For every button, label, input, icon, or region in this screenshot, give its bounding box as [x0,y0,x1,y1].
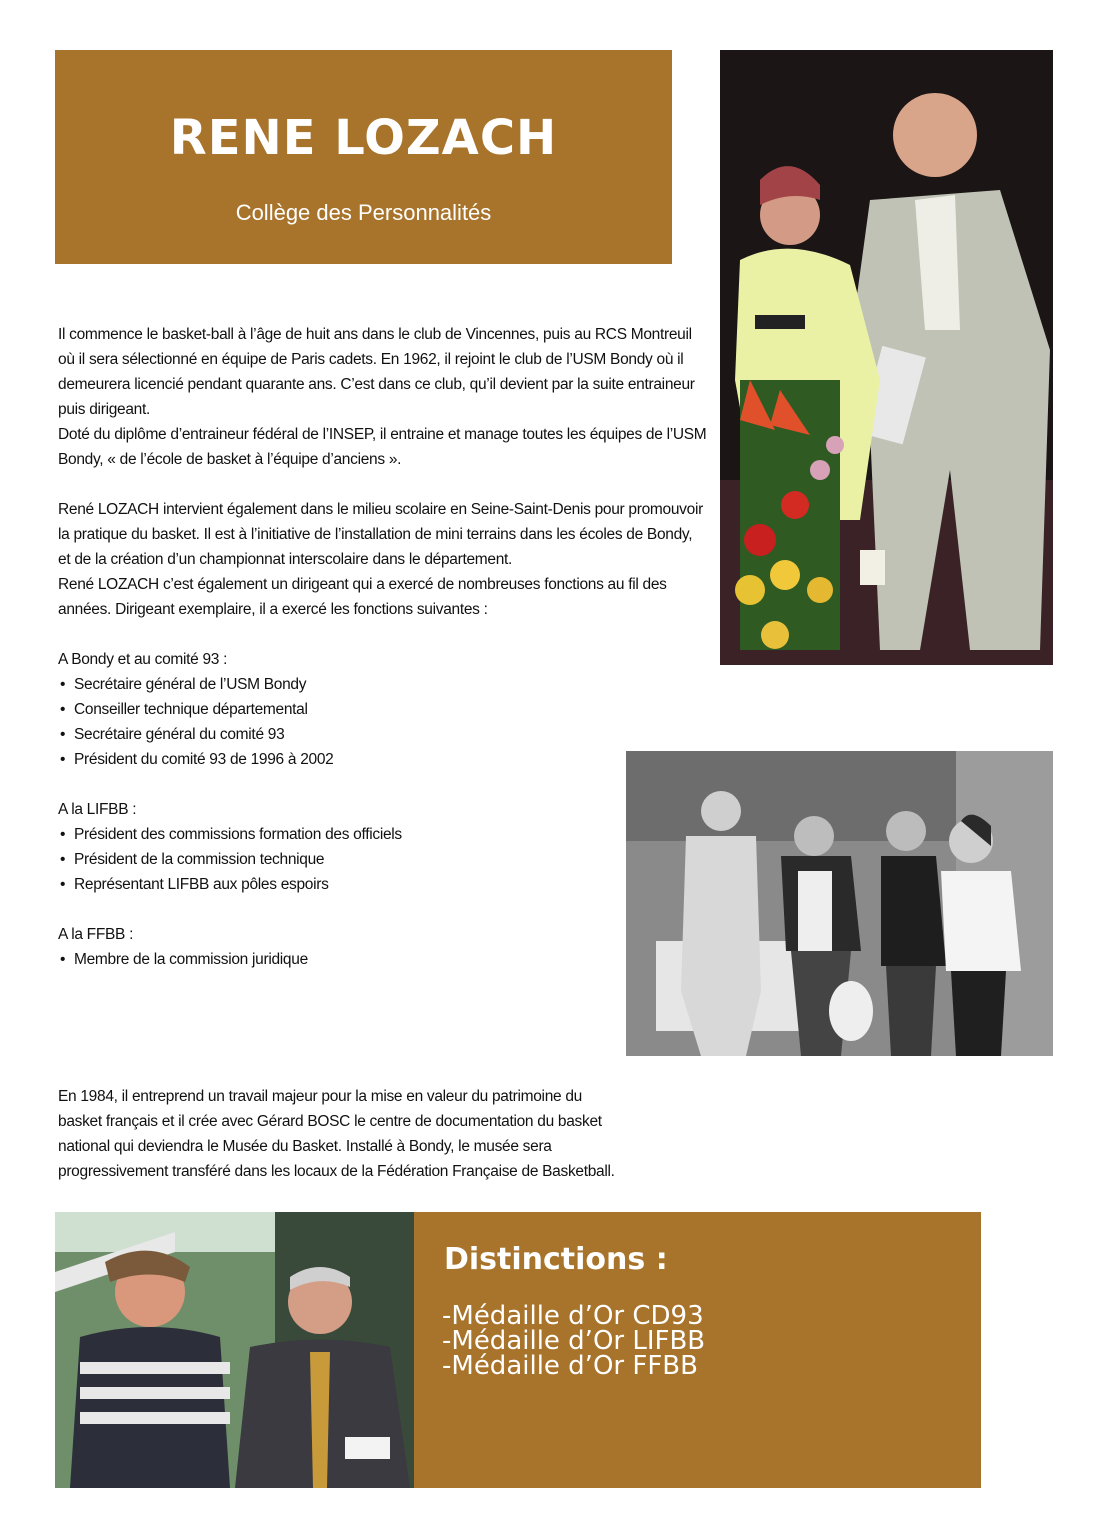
section-heading: A la LIFBB : [58,801,137,818]
text-line: demeurera licencié pendant quarante ans. C’est dans ce club, qu’il devient par la suite entraineur [58,376,695,393]
biography-text [58,322,718,972]
distinctions-box [414,1212,981,1488]
text-line: Doté du diplôme d’entraineur fédéral de l’INSEP, il entraine et manage toutes les équipes de l’USM [58,426,707,443]
header-banner [55,50,672,264]
text-line: années. Dirigeant exemplaire, il a exercé les fonctions suivantes : [58,601,488,618]
text-line: René LOZACH intervient également dans le milieu scolaire en Seine-Saint-Denis pour promouvoir [58,501,703,518]
list-item: • Secrétaire général de l’USM Bondy [58,672,718,697]
text-line: et de la création d’un championnat interscolaire dans le département. [58,551,513,568]
section-bondy [58,647,718,772]
text-line: puis dirigeant. [58,401,151,418]
list-item: -Médaille d’Or CD93 [442,1301,704,1331]
list-item: • Représentant LIFBB aux pôles espoirs [58,872,718,897]
distinctions-list [442,1301,706,1381]
list-item: • Président de la commission technique [58,847,718,872]
text-line: Il commence le basket-ball à l’âge de huit ans dans le club de Vincennes, puis au RCS Montreuil [58,326,692,343]
list-item: • Conseiller technique départemental [58,697,718,722]
text-line: En 1984, il entreprend un travail majeur pour la mise en valeur du patrimoine du [58,1088,582,1105]
section-heading: A Bondy et au comité 93 : [58,651,228,668]
schools-paragraph [58,497,718,622]
distinctions-title: Distinctions : [444,1242,668,1277]
section-lifbb [58,797,718,897]
text-line: progressivement transféré dans les locaux de la Fédération Française de Basketball. [58,1163,615,1180]
section-heading: A la FFBB : [58,926,134,943]
page-subtitle: Collège des Personnalités [235,200,492,225]
text-line: René LOZACH c’est également un dirigeant qui a exercé de nombreuses fonctions au fil des [58,576,667,593]
section-ffbb [58,922,718,972]
text-line: où il sera sélectionné en équipe de Paris cadets. En 1962, il rejoint le club de l’USM Bondy où il [58,351,684,368]
intro-paragraph [58,322,718,472]
page-title: RENE LOZACH [169,110,558,166]
text-line: Bondy, « de l’école de basket à l’équipe d’anciens ». [58,451,402,468]
list-item: • Membre de la commission juridique [58,947,718,972]
list-item: • Secrétaire général du comité 93 [58,722,718,747]
closing-paragraph [58,1084,638,1184]
photo-award-ceremony [720,50,1053,665]
text-line: national qui deviendra le Musée du Basket. Installé à Bondy, le musée sera [58,1138,552,1155]
list-item: -Médaille d’Or LIFBB [442,1326,706,1356]
text-line: la pratique du basket. Il est à l’initiative de l’installation de mini terrains dans les écoles de Bondy, [58,526,693,543]
list-item: • Président du comité 93 de 1996 à 2002 [58,747,718,772]
photo-two-men [55,1212,414,1488]
text-line: basket français et il crée avec Gérard BOSC le centre de documentation du basket [58,1113,602,1130]
list-item: -Médaille d’Or FFBB [442,1351,698,1381]
list-item: • Président des commissions formation des officiels [58,822,718,847]
